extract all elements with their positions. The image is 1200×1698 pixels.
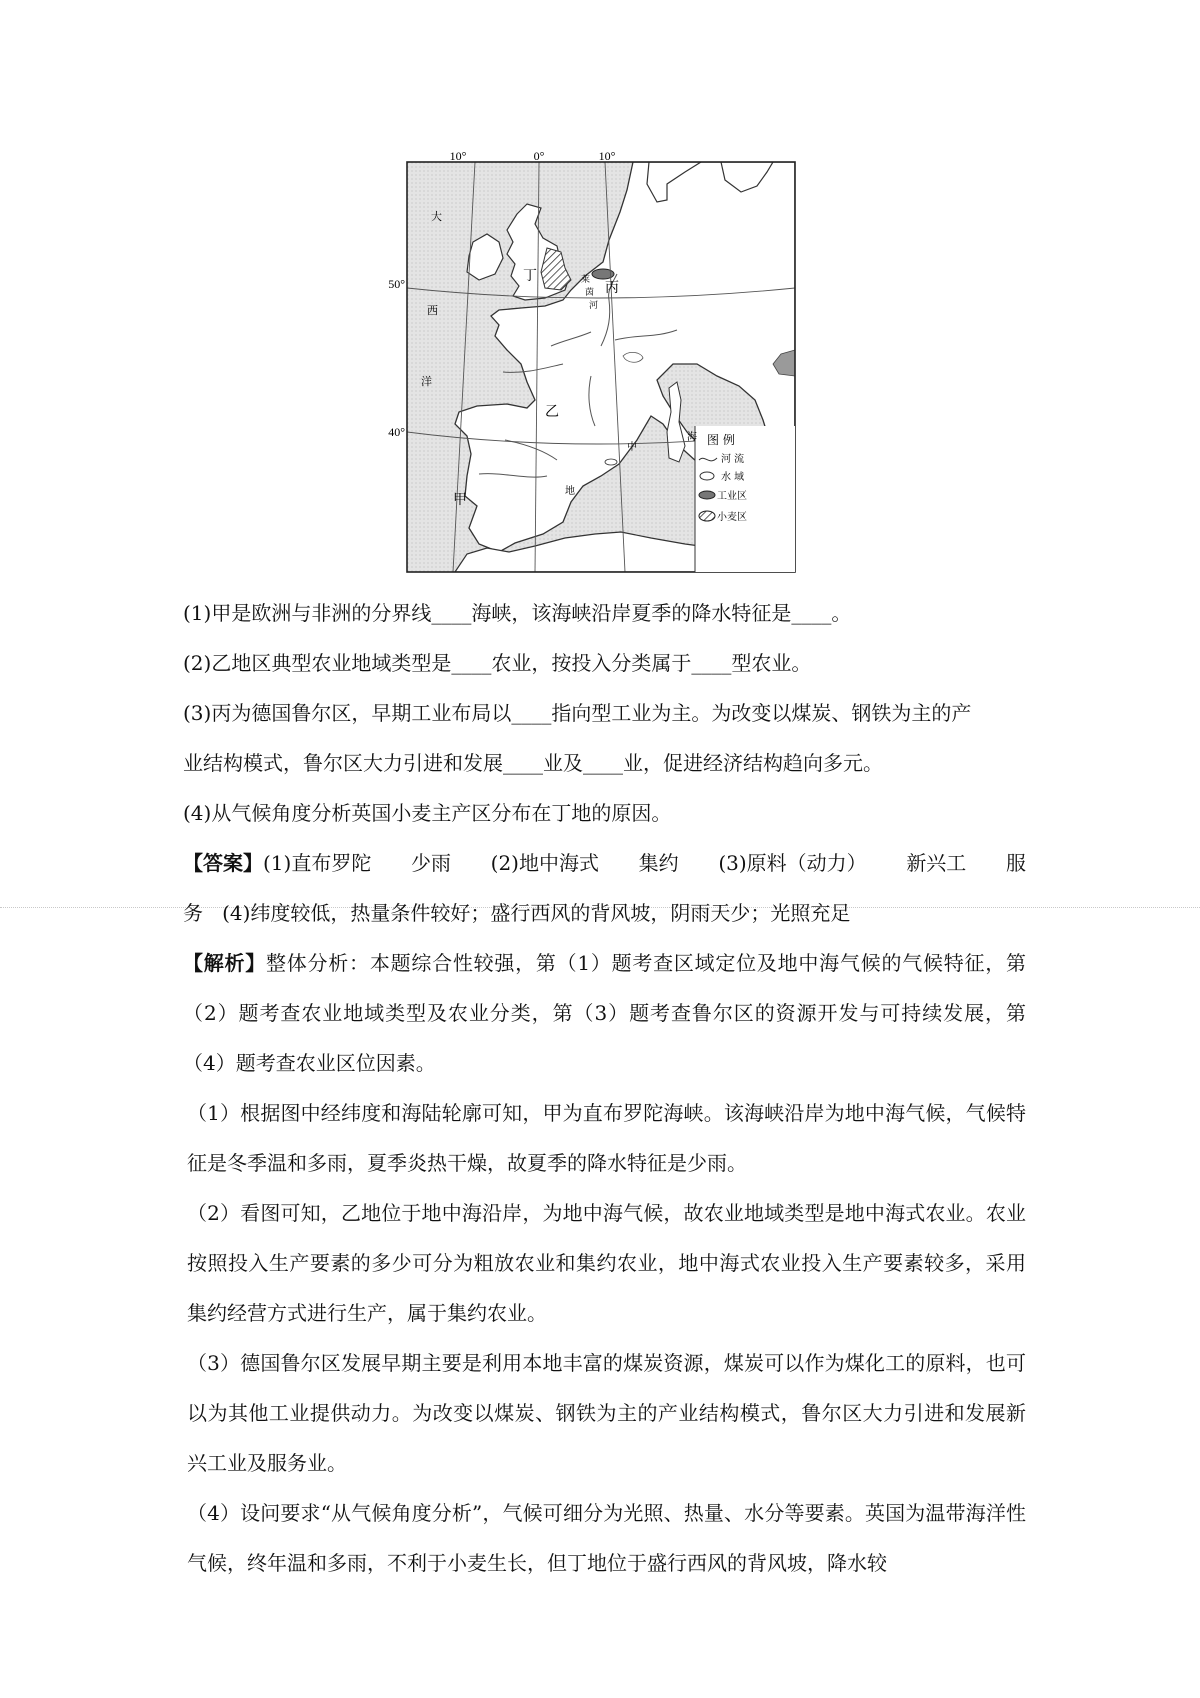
analysis-part-3: （3）德国鲁尔区发展早期主要是利用本地丰富的煤炭资源，煤炭可以作为煤化工的原料，也可以为其他工业提供动力。为改变以煤炭、钢铁为主的产业结构模式，鲁尔区大力引进和发展新兴工业及服务业。	[187, 1351, 1026, 1475]
legend-industry-swatch	[699, 491, 715, 499]
site-label-jia: 甲	[453, 492, 467, 508]
question-text	[183, 588, 1026, 1588]
legend-item-river: 河 流	[721, 454, 745, 465]
answer-part-4: 集约	[638, 851, 679, 875]
legend-item-industry: 工业区	[717, 491, 747, 502]
site-label-yi: 乙	[545, 404, 559, 420]
analysis-part-4: （4）设问要求“从气候角度分析”，气候可细分为光照、热量、水分等要素。英国为温带海洋性气候，终年温和多雨，不利于小麦生长，但丁地位于盛行西风的背风坡，降水较	[187, 1501, 1026, 1575]
ocean-char-2: 西	[427, 304, 438, 317]
analysis-part-1: （1）根据图中经纬度和海陆轮廓可知，甲为直布罗陀海峡。该海峡沿岸为地中海气候，气候特征是冬季温和多雨，夏季炎热干燥，故夏季的降水特征是少雨。	[187, 1101, 1026, 1175]
question-1: (1)甲是欧洲与非洲的分界线____海峡，该海峡沿岸夏季的降水特征是____。	[183, 601, 852, 625]
legend-item-water: 水 域	[721, 472, 745, 483]
sea-char-di: 地	[565, 486, 575, 497]
answer-line-2: 务 (4)纬度较低，热量条件较好；盛行西风的背风坡，阴雨天少；光照充足	[183, 901, 851, 925]
legend-wheat-swatch	[699, 511, 715, 521]
site-label-bing: 丙	[605, 280, 619, 296]
analysis-part-2: （2）看图可知，乙地位于地中海沿岸，为地中海气候，故农业地域类型是地中海式农业。农业按照投入生产要素的多少可分为粗放农业和集约农业，地中海式农业投入生产要素较多，采用集约经营方式进行生产，属于集约农业。	[187, 1201, 1026, 1325]
question-3-line1: (3)丙为德国鲁尔区，早期工业布局以____指向型工业为主。为改变以煤炭、钢铁为主的产	[183, 701, 972, 725]
lat-label-50n: 50°	[388, 277, 405, 291]
balearic-islands	[605, 459, 617, 465]
europe-map-figure	[388, 149, 805, 575]
answer-part-1: 【答案】(1)直布罗陀	[183, 851, 372, 875]
answer-part-7: 服	[1005, 851, 1026, 875]
question-4: (4)从气候角度分析英国小麦主产区分布在丁地的原因。	[183, 801, 672, 825]
answer-line-1	[183, 838, 1026, 888]
sea-char-zhong: 中	[627, 442, 637, 453]
river-char-1: 莱	[581, 275, 591, 285]
river-char-3: 河	[589, 301, 599, 311]
lon-label-10w: 10°	[449, 149, 467, 163]
legend-title: 图 例	[707, 433, 735, 447]
lon-label-0: 0°	[533, 149, 545, 163]
question-2: (2)乙地区典型农业地域类型是____农业，按投入分类属于____型农业。	[183, 651, 812, 675]
answer-part-2: 少雨	[411, 851, 451, 875]
answer-label: 【答案】	[183, 851, 263, 875]
river-char-2: 茵	[585, 288, 595, 298]
analysis-intro	[183, 938, 1026, 1088]
answer-part-5: (3)原料（动力）	[718, 851, 867, 875]
ocean-char-1: 大	[431, 210, 442, 223]
analysis-label: 【解析】	[183, 951, 267, 975]
question-3-line2: 业结构模式，鲁尔区大力引进和发展____业及____业，促进经济结构趋向多元。	[183, 751, 883, 775]
legend-item-wheat: 小麦区	[717, 512, 747, 523]
sea-char-hai: 海	[687, 432, 697, 443]
site-label-ding: 丁	[523, 268, 537, 284]
lon-label-10e: 10°	[598, 149, 616, 163]
answer-part-6: 新兴工	[906, 851, 967, 875]
ocean-char-3: 洋	[421, 375, 432, 388]
legend-water-swatch	[700, 472, 714, 480]
answer-part-3: (2)地中海式	[490, 851, 599, 875]
lat-label-40n: 40°	[388, 425, 405, 439]
analysis-intro-text: 整体分析：本题综合性较强，第（1）题考查区域定位及地中海气候的气候特征，第（2）题考查农业地域类型及农业分类，第（3）题考查鲁尔区的资源开发与可持续发展，第（4）题考查农业区位因素。	[183, 951, 1026, 1075]
